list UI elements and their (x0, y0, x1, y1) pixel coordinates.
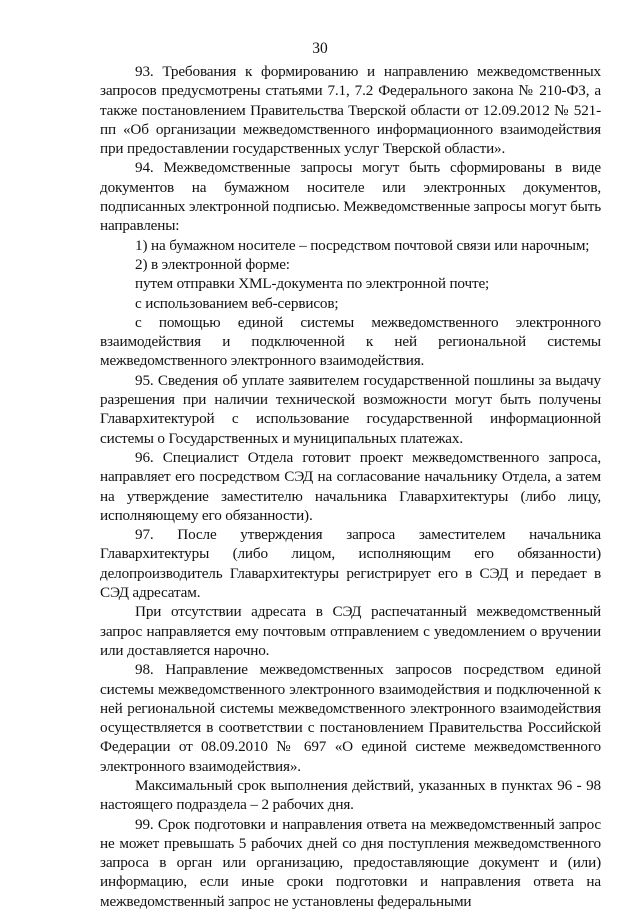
paragraph-94-xml: путем отправки XML-документа по электронной почте; (135, 275, 490, 293)
paragraph-95: 95. Сведения об уплате заявителем государственной пошлины за выдачу разрешения при наличии технической возможности могут быть получены Главархитектурой с использование государственной информационной системы о Государственных и муниципальных платежах. (100, 371, 601, 447)
paragraph-94: 94. Межведомственные запросы могут быть сформированы в виде документов на бумажном носителе или электронных документов, подписанных электронной подписью. Межведомственные запросы могут быть направлены: (100, 159, 601, 235)
paragraph-97-no-address: При отсутствии адресата в СЭД распечатанный межведомственный запрос направляется ему почтовым отправлением с уведомлением о вручении или доставляется нарочно. (100, 603, 601, 659)
paragraph-94-item-1: 1) на бумажном носителе – посредством почтовой связи или нарочным; (135, 236, 590, 254)
paragraph-93: 93. Требования к формированию и направлению межведомственных запросов предусмотрены статьями 7.1, 7.2 Федерального закона № 210-ФЗ, а также постановлением Правительства Тверской области от 12.09.2012 № 521-пп «Об организации межведомственного информационного взаимодействия при предоставлении государственных услуг Тверской области». (100, 63, 601, 158)
paragraph-94-web-services: с использованием веб-сервисов; (135, 294, 339, 312)
document-body (100, 62, 601, 911)
paragraph-94-smev: с помощью единой системы межведомственного электронного взаимодействия и подключенной к ней региональной системы межведомственного электронного взаимодействия. (100, 313, 601, 370)
paragraph-94-item-2: 2) в электронной форме: (135, 255, 290, 273)
paragraph-98: 98. Направление межведомственных запросов посредством единой системы межведомственного электронного взаимодействия и подключенной к ней региональной системы межведомственного электронного взаимодействия осуществляется в соответствии с постановлением Правительства Российской Федерации от 08.09.2010 № 697 «О единой системе межведомственного электронного взаимодействия». (100, 661, 601, 775)
paragraph-98-deadline: Максимальный срок выполнения действий, указанных в пунктах 96 - 98 настоящего подраздела – 2 рабочих дня. (100, 776, 601, 814)
paragraph-96: 96. Специалист Отдела готовит проект межведомственного запроса, направляет его посредством СЭД на согласование начальнику Отдела, а затем на утверждение заместителю начальника Главархитектуры (либо лицу, исполняющему его обязанности). (100, 448, 601, 524)
paragraph-97: 97. После утверждения запроса заместителем начальника Главархитектуры (либо лицом, исполняющим его обязанности) делопроизводитель Главархитектуры регистрирует его в СЭД и передает в СЭД адресатам. (100, 526, 601, 602)
page-number: 30 (312, 40, 328, 57)
paragraph-99: 99. Срок подготовки и направления ответа на межведомственный запрос не может превышать 5 рабочих дней со дня поступления межведомственного запроса в орган или организацию, предоставляющие документ и (или) информацию, если иные сроки подготовки и направления ответа на межведомственный запрос не установлены федеральными (100, 815, 601, 910)
